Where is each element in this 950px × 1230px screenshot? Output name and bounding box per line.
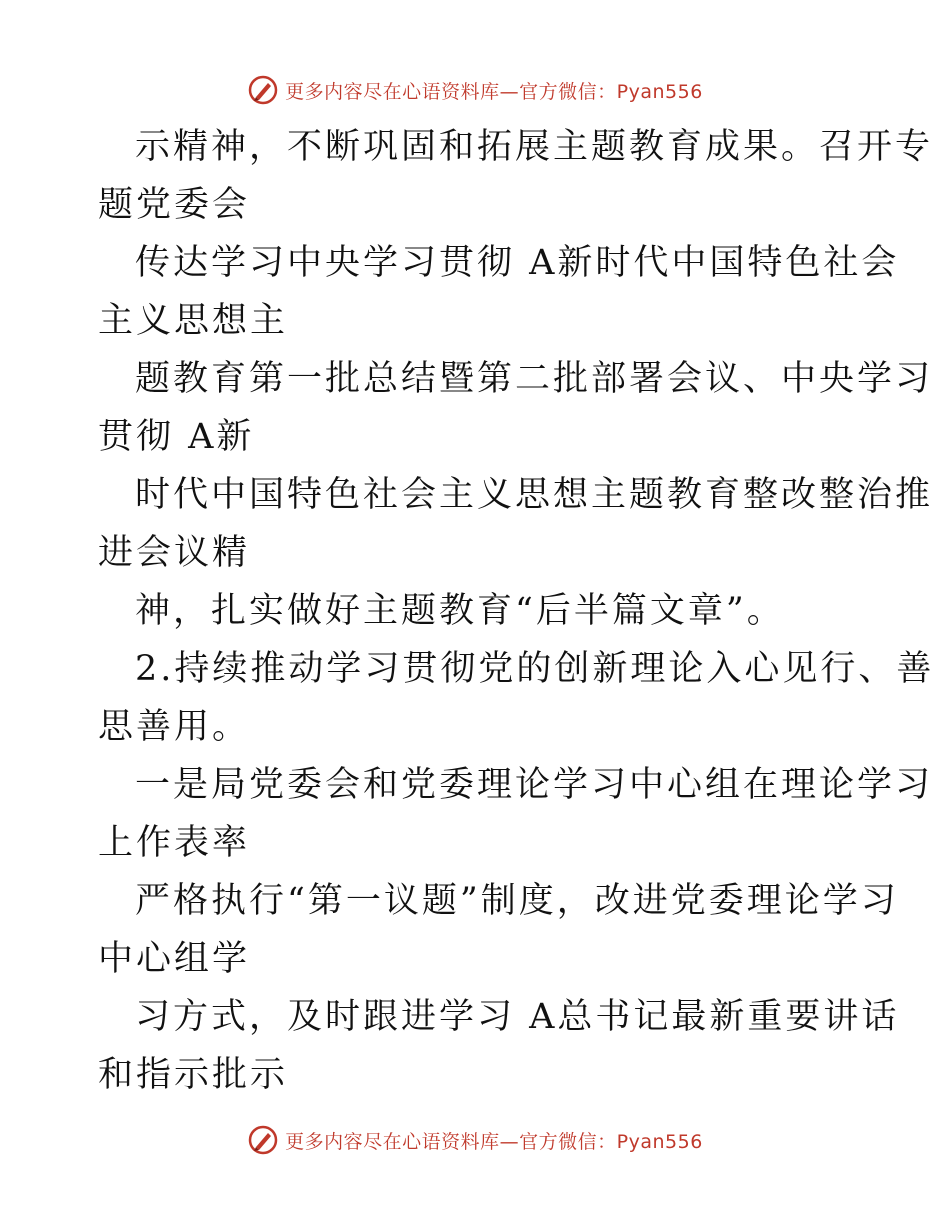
footer-watermark bbox=[0, 1122, 950, 1158]
watermark-text: 更多内容尽在心语资料库—官方微信：Pyan556 bbox=[285, 1130, 703, 1153]
text-line: 2.持续推动学习贯彻党的创新理论入心见行、善 bbox=[135, 649, 935, 689]
pen-logo-icon bbox=[247, 74, 279, 106]
text-line: 和指示批示 bbox=[98, 1055, 289, 1095]
text-line: 中心组学 bbox=[98, 939, 251, 979]
text-line: 贯彻 A新 bbox=[98, 417, 255, 457]
text-line: 传达学习中央学习贯彻 A新时代中国特色社会 bbox=[135, 243, 900, 283]
text-line: 进会议精 bbox=[98, 533, 251, 573]
text-line: 示精神，不断巩固和拓展主题教育成果。召开专 bbox=[135, 127, 934, 167]
text-line: 一是局党委会和党委理论学习中心组在理论学习 bbox=[135, 765, 934, 805]
text-line: 习方式，及时跟进学习 A总书记最新重要讲话 bbox=[135, 997, 900, 1037]
text-line: 主义思想主 bbox=[98, 301, 289, 341]
text-line: 严格执行“第一议题”制度，改进党委理论学习 bbox=[135, 881, 899, 921]
text-line: 思善用。 bbox=[98, 707, 251, 747]
text-line: 上作表率 bbox=[98, 823, 251, 863]
header-watermark bbox=[0, 72, 950, 108]
text-line: 题教育第一批总结暨第二批部署会议、中央学习 bbox=[135, 359, 934, 399]
text-line: 神，扎实做好主题教育“后半篇文章”。 bbox=[135, 591, 785, 631]
pen-logo-icon bbox=[247, 1124, 279, 1156]
text-line: 时代中国特色社会主义思想主题教育整改整治推 bbox=[135, 475, 934, 515]
watermark-text: 更多内容尽在心语资料库—官方微信：Pyan556 bbox=[285, 80, 703, 103]
text-line: 题党委会 bbox=[98, 185, 251, 225]
